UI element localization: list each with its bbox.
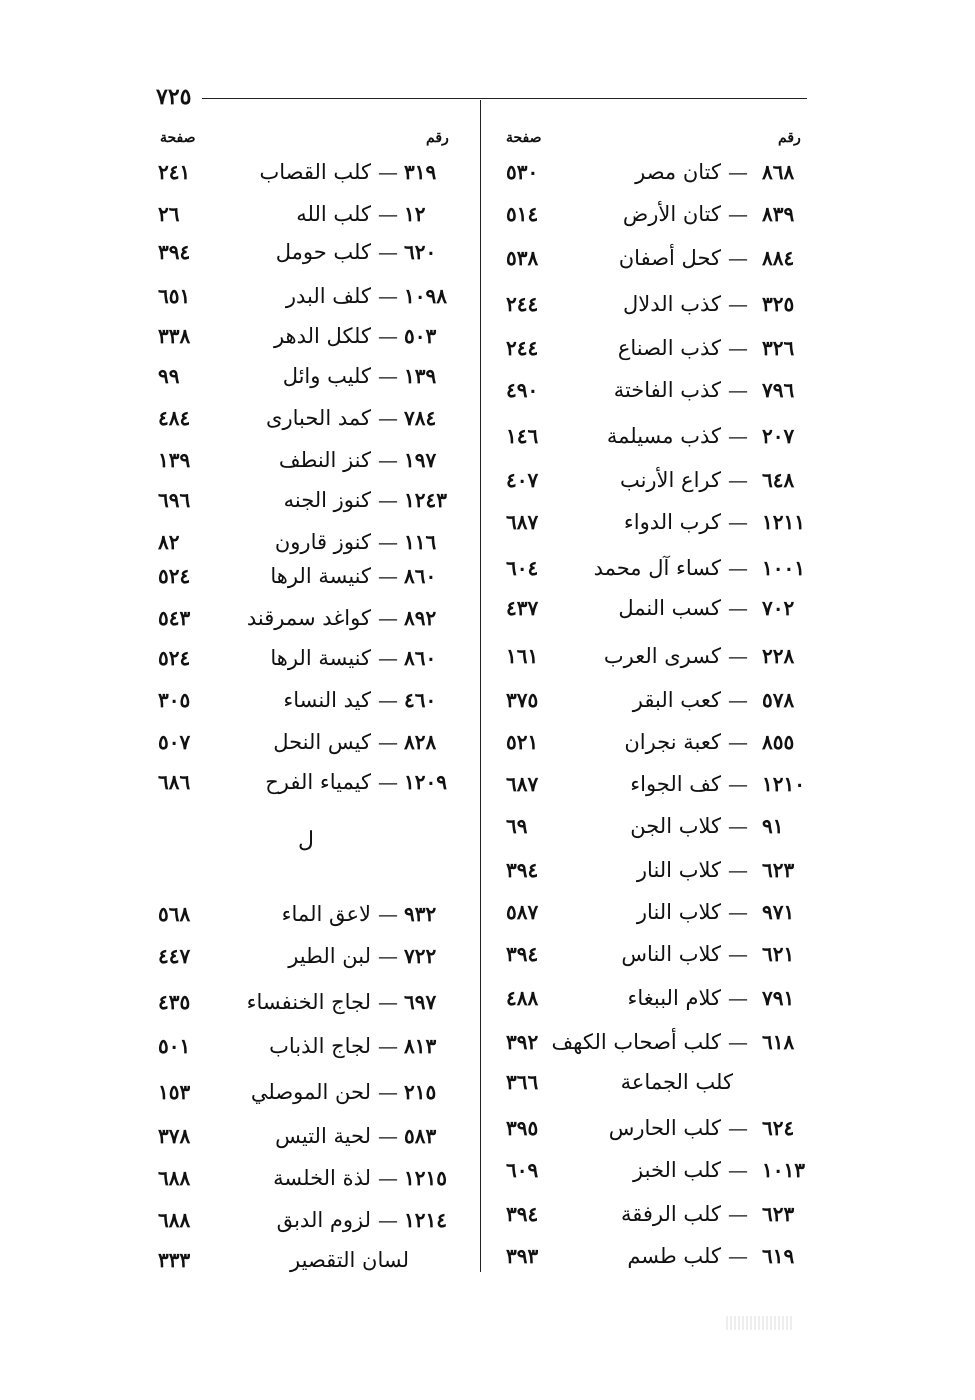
entry-title: كلب الله: [296, 202, 371, 226]
entry-number: ١٠٩٨: [404, 284, 447, 308]
section-letter: ل: [298, 828, 314, 853]
entry-dash: —: [378, 1034, 398, 1058]
entry-page: ٨٢: [158, 530, 180, 554]
entry-dash: —: [378, 406, 398, 430]
entry-title: كنيسة الرها: [270, 564, 371, 588]
entry-title: كنوز الجنه: [283, 488, 371, 512]
entry-title: كواغد سمرقند: [246, 606, 371, 630]
entry-page: ٦٩٦: [158, 488, 191, 512]
entry-title: كذب الفاختة: [613, 378, 721, 402]
entry-title: كيد النساء: [283, 688, 371, 712]
entry-number: ٧٢٢: [404, 944, 437, 968]
entry-page: ٣٩٣: [506, 1244, 539, 1268]
entry-dash: —: [728, 336, 748, 360]
entry-number: ٣٢٦: [762, 336, 795, 360]
entry-number: ٨٥٥: [762, 730, 795, 754]
entry-number: ٦٢٠: [404, 240, 437, 264]
entry-number: ٩١: [762, 814, 784, 838]
entry-dash: —: [378, 646, 398, 670]
entry-number: ٣١٩: [404, 160, 437, 184]
entry-page: ٥٠٧: [158, 730, 191, 754]
entry-number: ٦١٨: [762, 1030, 795, 1054]
index-entry: [0, 406, 437, 446]
entry-number: ٨٣٩: [762, 202, 795, 226]
entry-dash: —: [378, 770, 398, 794]
entry-dash: —: [728, 1244, 748, 1268]
entry-dash: —: [728, 246, 748, 270]
entry-dash: —: [378, 1124, 398, 1148]
entry-number: ١٢٠٩: [404, 770, 447, 794]
entry-number: ٧٩١: [762, 986, 795, 1010]
entry-page: ٦٨٧: [506, 510, 539, 534]
entry-page: ٣٧٥: [506, 688, 539, 712]
index-entry: [0, 814, 784, 854]
entry-dash: —: [378, 448, 398, 472]
entry-page: ٣٩٤: [158, 240, 191, 264]
index-entry: [0, 944, 437, 984]
entry-page: ٥١٤: [506, 202, 539, 226]
entry-page: ٤٣٧: [506, 596, 539, 620]
index-entry: [0, 646, 437, 686]
entry-title: كسب النمل: [618, 596, 721, 620]
entry-title: لجاج الخنفساء: [246, 990, 371, 1014]
entry-number: ٨٢٨: [404, 730, 437, 754]
entry-dash: —: [728, 814, 748, 838]
entry-page: ٢٤٤: [506, 292, 539, 316]
entry-title: كنيسة الرها: [270, 646, 371, 670]
entry-number: ١٢١٠: [762, 772, 805, 796]
entry-page: ١٤٦: [506, 424, 539, 448]
entry-number: ١١٦: [404, 530, 437, 554]
entry-title: كف الجواء: [630, 772, 721, 796]
entry-page: ٦٨٧: [506, 772, 539, 796]
entry-number: ٥٠٣: [404, 324, 437, 348]
entry-number: ٨٩٢: [404, 606, 437, 630]
entry-dash: —: [728, 900, 748, 924]
entry-title: كلاب النار: [636, 900, 721, 924]
entry-dash: —: [728, 858, 748, 882]
entry-title: كساء آل محمد: [593, 556, 721, 580]
entry-page: ٤٨٨: [506, 986, 539, 1010]
index-entry: [0, 1248, 409, 1288]
entry-title: كمد الحبارى: [266, 406, 371, 430]
index-entry: [0, 448, 437, 488]
entry-page: ٣٣٣: [158, 1248, 191, 1272]
entry-title: لسان التقصير: [290, 1248, 409, 1272]
entry-page: ٦٩: [506, 814, 528, 838]
entry-page: ٤٠٧: [506, 468, 539, 492]
entry-number: ٥٧٨: [762, 688, 795, 712]
entry-dash: —: [728, 510, 748, 534]
entry-dash: —: [378, 606, 398, 630]
entry-title: كلب الخبز: [633, 1158, 721, 1182]
entry-title: كلام الببغاء: [627, 986, 721, 1010]
entry-title: كنوز قارون: [274, 530, 371, 554]
entry-dash: —: [378, 902, 398, 926]
entry-title: كحل أصفان: [618, 246, 721, 270]
entry-page: ٣٦٦: [506, 1070, 539, 1094]
entry-title: كعب البقر: [632, 688, 721, 712]
entry-number: ٤٦٠: [404, 688, 437, 712]
entry-dash: —: [378, 284, 398, 308]
entry-title: كسرى العرب: [603, 644, 721, 668]
entry-page: ٤٣٥: [158, 990, 191, 1014]
entry-page: ١٦١: [506, 644, 539, 668]
entry-page: ٣٣٨: [158, 324, 191, 348]
index-entry: [0, 284, 447, 324]
entry-title: كلب الرفقة: [621, 1202, 721, 1226]
index-entry: [0, 990, 437, 1030]
entry-dash: —: [728, 986, 748, 1010]
entry-dash: —: [378, 730, 398, 754]
entry-number: ٨٨٤: [762, 246, 795, 270]
entry-dash: —: [378, 1166, 398, 1190]
entry-number: ٨٦٠: [404, 564, 437, 588]
entry-dash: —: [728, 202, 748, 226]
entry-dash: —: [728, 1158, 748, 1182]
entry-number: ٦٢١: [762, 942, 795, 966]
entry-title: كيس النحل: [273, 730, 371, 754]
entry-page: ٤٨٤: [158, 406, 191, 430]
entry-title: لذة الخلسة: [273, 1166, 371, 1190]
entry-number: ٨١٣: [404, 1034, 437, 1058]
entry-number: ٢٠٧: [762, 424, 795, 448]
entry-page: ٦٥١: [158, 284, 191, 308]
entry-title: لبن الطير: [288, 944, 371, 968]
entry-page: ٥٢٤: [158, 646, 191, 670]
entry-dash: —: [378, 530, 398, 554]
index-entry: [0, 324, 437, 364]
entry-dash: —: [378, 240, 398, 264]
entry-page: ٦٠٤: [506, 556, 539, 580]
entry-dash: —: [728, 1116, 748, 1140]
entry-number: ٢٢٨: [762, 644, 795, 668]
left-column-page-header: صفحة: [160, 130, 196, 146]
entry-number: ١٢٤٣: [404, 488, 447, 512]
entry-page: ٥٣٨: [506, 246, 539, 270]
entry-number: ٦١٩: [762, 1244, 795, 1268]
entry-title: لحية التيس: [275, 1124, 371, 1148]
index-entry: [0, 1208, 447, 1248]
entry-dash: —: [728, 1030, 748, 1054]
entry-title: كلب القصاب: [259, 160, 371, 184]
entry-number: ٦٢٤: [762, 1116, 795, 1140]
index-entry: [0, 730, 437, 770]
entry-number: ٦٤٨: [762, 468, 795, 492]
entry-dash: —: [728, 556, 748, 580]
entry-page: ٢٦: [158, 202, 180, 226]
right-column-page-header: صفحة: [506, 130, 542, 146]
entry-page: ٢٤١: [158, 160, 191, 184]
entry-dash: —: [728, 688, 748, 712]
entry-number: ٧٨٤: [404, 406, 437, 430]
entry-title: لجاج الذباب: [269, 1034, 371, 1058]
entry-title: كليب وائل: [282, 364, 371, 388]
entry-page: ٤٤٧: [158, 944, 191, 968]
entry-title: كلكل الدهر: [273, 324, 371, 348]
entry-number: ١٠١٣: [762, 1158, 805, 1182]
entry-title: كعبة نجران: [624, 730, 721, 754]
entry-title: كذب مسيلمة: [606, 424, 721, 448]
entry-page: ٣٧٨: [158, 1124, 191, 1148]
column-divider: [480, 100, 481, 1272]
entry-page: ٥٣٠: [506, 160, 539, 184]
index-entry: [0, 160, 437, 200]
entry-page: ٣٩٤: [506, 1202, 539, 1226]
index-entry: [0, 1124, 437, 1164]
entry-dash: —: [728, 772, 748, 796]
entry-number: ٥٨٣: [404, 1124, 437, 1148]
entry-dash: —: [378, 202, 398, 226]
entry-dash: —: [378, 364, 398, 388]
entry-dash: —: [378, 1080, 398, 1104]
entry-dash: —: [378, 1208, 398, 1232]
entry-page: ٤٩٠: [506, 378, 539, 402]
entry-page: ٩٩: [158, 364, 180, 388]
index-entry: [0, 770, 447, 810]
entry-number: ٧٠٢: [762, 596, 795, 620]
entry-page: ٣٩٤: [506, 858, 539, 882]
entry-dash: —: [378, 488, 398, 512]
entry-title: كلب حومل: [275, 240, 371, 264]
index-entry: [0, 606, 437, 646]
entry-dash: —: [728, 468, 748, 492]
entry-number: ١٣٩: [404, 364, 437, 388]
entry-number: ٦٢٣: [762, 858, 795, 882]
entry-title: كتان الأرض: [622, 202, 721, 226]
entry-title: كيمياء الفرح: [265, 770, 371, 794]
entry-page: ٥٢٤: [158, 564, 191, 588]
entry-number: ٨٦٨: [762, 160, 795, 184]
entry-title: كلاب الجن: [630, 814, 721, 838]
entry-number: ٩٣٢: [404, 902, 437, 926]
entry-number: ١٢: [404, 202, 426, 226]
entry-dash: —: [728, 378, 748, 402]
entry-title: كلاب النار: [636, 858, 721, 882]
entry-number: ١٠٠١: [762, 556, 805, 580]
index-entry: [0, 1166, 447, 1206]
page-number: ٧٢٥: [156, 84, 192, 110]
entry-page: ٦٨٦: [158, 770, 191, 794]
entry-page: ٥٢١: [506, 730, 539, 754]
entry-dash: —: [378, 990, 398, 1014]
index-entry: [0, 1080, 437, 1120]
entry-title: كلب الجماعة: [620, 1070, 733, 1094]
entry-title: كتان مصر: [635, 160, 721, 184]
index-entry: [0, 858, 795, 898]
entry-title: كنز النطف: [278, 448, 371, 472]
entry-number: ٩٧١: [762, 900, 795, 924]
entry-title: كلب أصحاب الكهف: [551, 1030, 721, 1054]
index-entry: [0, 240, 437, 280]
entry-number: ٦٩٧: [404, 990, 437, 1014]
entry-title: لزوم الدبق: [276, 1208, 371, 1232]
entry-dash: —: [728, 1202, 748, 1226]
left-column-number-header: رقم: [426, 130, 449, 146]
entry-page: ٥٤٣: [158, 606, 191, 630]
entry-dash: —: [378, 688, 398, 712]
entry-dash: —: [728, 596, 748, 620]
entry-number: ٧٩٦: [762, 378, 795, 402]
entry-page: ٣٩٤: [506, 942, 539, 966]
entry-number: ٨٦٠: [404, 646, 437, 670]
entry-title: لحن الموصلي: [250, 1080, 371, 1104]
index-entry: [0, 488, 447, 528]
entry-page: ٦٠٩: [506, 1158, 539, 1182]
index-entry: [0, 364, 437, 404]
entry-dash: —: [728, 730, 748, 754]
entry-number: ٢١٥: [404, 1080, 437, 1104]
header-rule: [202, 98, 807, 99]
entry-title: كلب الحارس: [608, 1116, 721, 1140]
entry-number: ١٩٧: [404, 448, 437, 472]
right-column-number-header: رقم: [778, 130, 801, 146]
index-entry: [0, 1034, 437, 1074]
entry-dash: —: [728, 644, 748, 668]
entry-page: ٣٩٢: [506, 1030, 539, 1054]
entry-title: كلب طسم: [627, 1244, 721, 1268]
entry-page: ٦٨٨: [158, 1166, 191, 1190]
index-entry: [0, 564, 437, 604]
entry-number: ١٢١٤: [404, 1208, 447, 1232]
entry-dash: —: [728, 424, 748, 448]
entry-page: ١٥٣: [158, 1080, 191, 1104]
entry-title: لاعق الماء: [281, 902, 371, 926]
entry-number: ١٢١٥: [404, 1166, 447, 1190]
entry-page: ٥٠١: [158, 1034, 191, 1058]
entry-title: كرب الدواء: [623, 510, 721, 534]
entry-title: كلف البدر: [285, 284, 371, 308]
entry-dash: —: [728, 942, 748, 966]
entry-page: ٦٨٨: [158, 1208, 191, 1232]
entry-page: ٢٤٤: [506, 336, 539, 360]
entry-title: كذب الدلال: [623, 292, 721, 316]
entry-page: ٥٦٨: [158, 902, 191, 926]
entry-title: كلاب الناس: [621, 942, 721, 966]
index-entry: [0, 688, 437, 728]
entry-page: ١٣٩: [158, 448, 191, 472]
index-entry: [0, 902, 437, 942]
entry-dash: —: [378, 944, 398, 968]
entry-page: ٥٨٧: [506, 900, 539, 924]
entry-dash: —: [378, 324, 398, 348]
entry-dash: —: [728, 160, 748, 184]
entry-dash: —: [728, 292, 748, 316]
entry-number: ٣٢٥: [762, 292, 795, 316]
scan-smudge: [726, 1316, 794, 1330]
index-entry: [0, 202, 426, 242]
entry-dash: —: [378, 564, 398, 588]
entry-number: ١٢١١: [762, 510, 805, 534]
entry-page: ٣٠٥: [158, 688, 191, 712]
entry-dash: —: [378, 160, 398, 184]
entry-title: كراع الأرنب: [619, 468, 721, 492]
entry-page: ٣٩٥: [506, 1116, 539, 1140]
entry-number: ٦٢٣: [762, 1202, 795, 1226]
entry-title: كذب الصناع: [617, 336, 721, 360]
